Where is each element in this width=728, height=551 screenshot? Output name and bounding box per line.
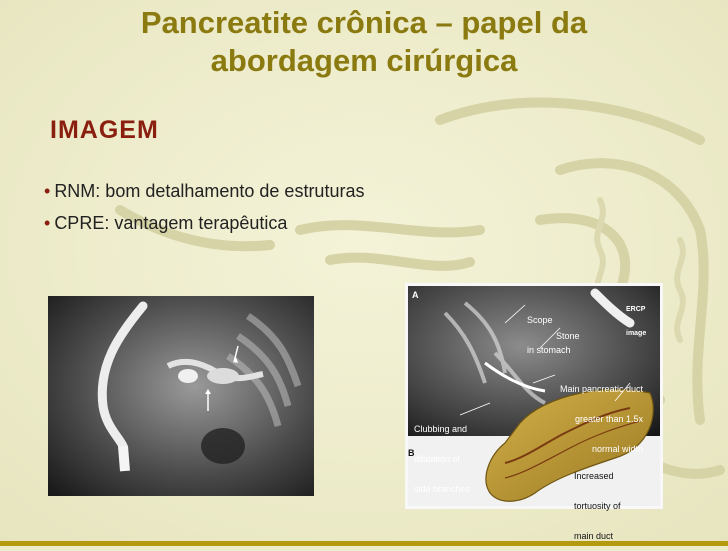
ercp-tag-line-1: ERCP: [626, 306, 646, 313]
bullet-list: [44, 180, 364, 244]
title-line-1: Pancreatite crônica – papel da: [140, 5, 588, 40]
bullet-text: CPRE: vantagem terapêutica: [54, 213, 288, 233]
slide-title: [0, 4, 728, 80]
scope-annotation: [527, 295, 571, 365]
panel-b-label: B: [408, 448, 415, 458]
clubbing-line-1: Clubbing and: [414, 424, 468, 434]
scope-line-2: in stomach: [527, 345, 571, 355]
bullet-item: [44, 212, 364, 244]
tortuosity-line-1: Increased: [574, 471, 614, 481]
footer-bar: [0, 541, 728, 546]
stone-annotation: Stone: [556, 331, 580, 341]
ercp-image-tag: [626, 290, 646, 346]
duct-line-2: greater than 1.5x: [575, 414, 644, 424]
ercp-tag-line-2: image: [626, 330, 647, 337]
section-heading: IMAGEM: [50, 116, 159, 144]
bullet-dot: •: [44, 181, 51, 201]
ercp-xray-image: [48, 296, 314, 496]
bullet-item: [44, 180, 364, 212]
tortuosity-line-2: tortuosity of: [574, 501, 621, 511]
bullet-dot: •: [44, 213, 51, 233]
duct-line-1: Main pancreatic duct: [560, 384, 644, 394]
panel-a-label: A: [412, 290, 419, 300]
clubbing-annotation: [414, 404, 470, 504]
tortuosity-annotation: [574, 451, 621, 551]
title-line-2: abordagem cirúrgica: [210, 43, 518, 78]
tortuosity-line-3: main duct: [574, 531, 614, 541]
bullet-text: RNM: bom detalhamento de estruturas: [54, 181, 365, 201]
clubbing-line-2: dilatation of: [414, 454, 461, 464]
main-duct-annotation: [560, 364, 643, 464]
duct-line-3: normal width: [592, 444, 644, 454]
scope-line-1: Scope: [527, 315, 553, 325]
clubbing-line-3: side branches: [414, 484, 471, 494]
